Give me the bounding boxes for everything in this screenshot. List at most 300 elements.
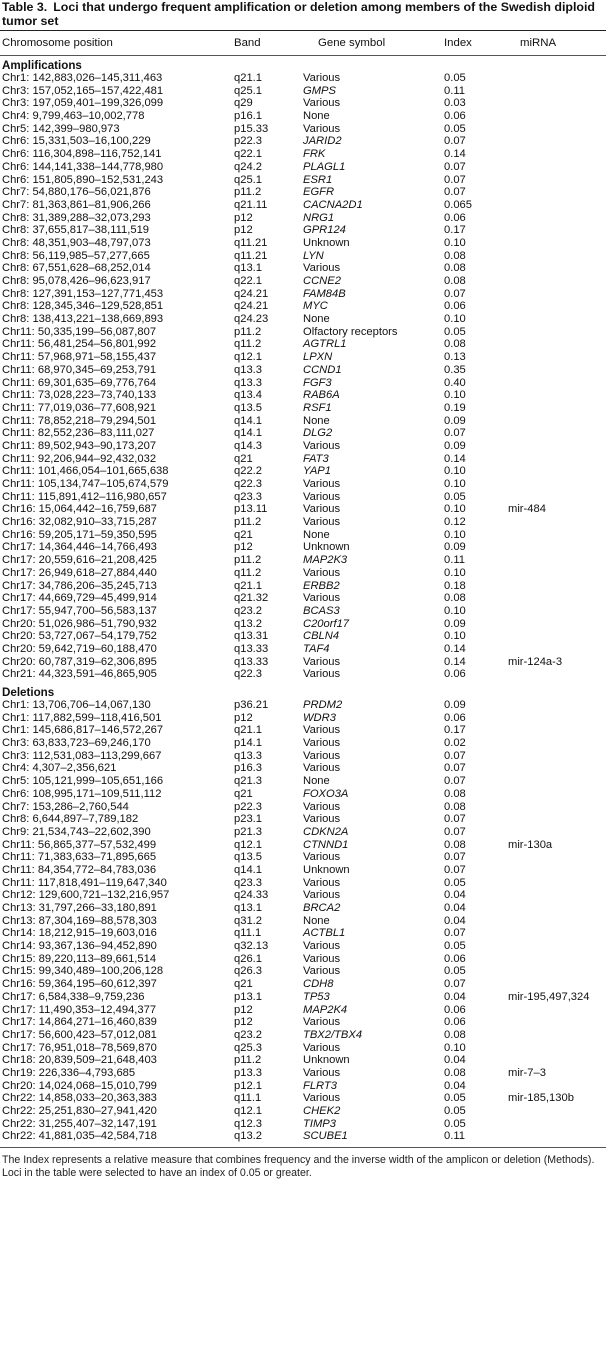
cell-gene-symbol: Various bbox=[303, 478, 341, 490]
cell-index: 0.07 bbox=[444, 813, 466, 826]
header-mirna: miRNA bbox=[520, 37, 557, 49]
cell-index: 0.04 bbox=[444, 902, 466, 914]
cell-gene-symbol: TBX2/TBX4 bbox=[303, 1028, 363, 1041]
cell-index: 0.10 bbox=[444, 465, 466, 478]
cell-chromosome-position: Chr11: 73,028,223–73,740,133 bbox=[2, 389, 157, 402]
cell-gene-symbol: LPXN bbox=[303, 351, 333, 364]
cell-gene-symbol: Various bbox=[303, 1066, 341, 1079]
cell-index: 0.04 bbox=[444, 889, 466, 902]
table-row bbox=[0, 889, 606, 902]
cell-band: q11.21 bbox=[234, 236, 268, 249]
table-row bbox=[0, 712, 606, 725]
cell-index: 0.17 bbox=[444, 724, 466, 737]
cell-index: 0.10 bbox=[444, 566, 466, 579]
table-row bbox=[0, 643, 606, 656]
cell-index: 0.05 bbox=[444, 965, 466, 978]
table-row bbox=[0, 440, 606, 453]
cell-index: 0.08 bbox=[444, 338, 466, 351]
cell-chromosome-position: Chr20: 60,787,319–62,306,895 bbox=[2, 655, 157, 668]
cell-chromosome-position: Chr22: 14,858,033–20,363,383 bbox=[2, 1092, 157, 1105]
cell-band: q21.11 bbox=[234, 198, 268, 211]
table-row bbox=[0, 1130, 606, 1143]
cell-chromosome-position: Chr20: 51,026,986–51,790,932 bbox=[2, 617, 157, 630]
table-row bbox=[0, 1054, 606, 1067]
cell-chromosome-position: Chr11: 68,970,345–69,253,791 bbox=[2, 363, 157, 376]
cell-chromosome-position: Chr16: 59,205,171–59,350,595 bbox=[2, 528, 157, 541]
cell-gene-symbol: MAP2K4 bbox=[303, 1003, 348, 1016]
cell-gene-symbol: Various bbox=[303, 592, 341, 605]
cell-gene-symbol: TAF4 bbox=[303, 642, 330, 655]
cell-index: 0.09 bbox=[444, 414, 466, 427]
cell-band: q13.5 bbox=[234, 401, 262, 414]
cell-index: 0.10 bbox=[444, 313, 466, 326]
cell-index: 0.10 bbox=[444, 528, 466, 541]
cell-index: 0.07 bbox=[444, 775, 466, 788]
cell-band: q13.3 bbox=[234, 363, 262, 376]
table-row bbox=[0, 174, 606, 187]
cell-chromosome-position: Chr11: 82,552,236–83,111,027 bbox=[2, 427, 155, 440]
cell-band: q11.2 bbox=[234, 338, 262, 351]
cell-band: q21 bbox=[234, 978, 253, 991]
table-row bbox=[0, 965, 606, 978]
cell-band: p21.3 bbox=[234, 825, 262, 838]
cell-gene-symbol: Various bbox=[303, 72, 341, 84]
cell-gene-symbol: Unknown bbox=[303, 863, 350, 876]
cell-gene-symbol: Various bbox=[303, 97, 341, 110]
cell-band: q21 bbox=[234, 528, 253, 541]
table-caption: Loci that undergo frequent amplification or deletion among members of the Swedish diploid tumor set bbox=[2, 0, 596, 28]
cell-chromosome-position: Chr8: 95,078,426–96,623,917 bbox=[2, 275, 151, 287]
cell-chromosome-position: Chr11: 77,019,036–77,608,921 bbox=[2, 401, 157, 414]
cell-gene-symbol: YAP1 bbox=[303, 465, 331, 478]
cell-gene-symbol: Various bbox=[303, 1092, 341, 1105]
cell-band: q11.1 bbox=[234, 927, 262, 940]
cell-band: p12 bbox=[234, 711, 253, 724]
cell-band: q21 bbox=[234, 787, 253, 800]
cell-band: q13.33 bbox=[234, 642, 269, 655]
cell-band: q32.13 bbox=[234, 940, 269, 953]
cell-band: q13.2 bbox=[234, 1130, 262, 1143]
cell-chromosome-position: Chr16: 32,082,910–33,715,287 bbox=[2, 516, 157, 529]
cell-gene-symbol: Various bbox=[303, 516, 341, 529]
cell-gene-symbol: Various bbox=[303, 749, 341, 762]
cell-chromosome-position: Chr4: 4,307–2,356,621 bbox=[2, 762, 117, 775]
cell-band: p12 bbox=[234, 1016, 253, 1029]
cell-chromosome-position: Chr12: 129,600,721–132,216,957 bbox=[2, 889, 170, 902]
cell-chromosome-position: Chr11: 84,354,772–84,783,036 bbox=[2, 863, 157, 876]
table-row bbox=[0, 212, 606, 225]
table-row bbox=[0, 313, 606, 326]
cell-chromosome-position: Chr3: 197,059,401–199,326,099 bbox=[2, 97, 164, 110]
cell-chromosome-position: Chr11: 115,891,412–116,980,657 bbox=[2, 490, 167, 503]
table-row bbox=[0, 72, 606, 85]
cell-gene-symbol: Various bbox=[303, 490, 341, 503]
cell-chromosome-position: Chr5: 105,121,999–105,651,166 bbox=[2, 775, 164, 788]
cell-chromosome-position: Chr11: 89,502,943–90,173,207 bbox=[2, 439, 157, 452]
cell-chromosome-position: Chr11: 69,301,635–69,776,764 bbox=[2, 376, 157, 389]
cell-gene-symbol: None bbox=[303, 775, 330, 788]
cell-gene-symbol: RAB6A bbox=[303, 389, 340, 402]
table-row bbox=[0, 199, 606, 212]
cell-chromosome-position: Chr16: 15,064,442–16,759,687 bbox=[2, 503, 157, 516]
cell-index: 0.07 bbox=[444, 160, 466, 173]
cell-chromosome-position: Chr17: 55,947,700–56,583,137 bbox=[2, 604, 157, 617]
section-heading: Amplifications bbox=[2, 59, 82, 72]
cell-band: p36.21 bbox=[234, 699, 269, 711]
cell-index: 0.05 bbox=[444, 940, 466, 953]
cell-index: 0.11 bbox=[444, 1130, 465, 1143]
cell-gene-symbol: CACNA2D1 bbox=[303, 198, 363, 211]
cell-chromosome-position: Chr22: 25,251,830–27,941,420 bbox=[2, 1105, 157, 1117]
table-row bbox=[0, 541, 606, 554]
cell-gene-symbol: TIMP3 bbox=[303, 1117, 336, 1130]
cell-chromosome-position: Chr14: 93,367,136–94,452,890 bbox=[2, 940, 157, 953]
table-row bbox=[0, 877, 606, 890]
table-row bbox=[0, 668, 606, 681]
cell-chromosome-position: Chr8: 6,644,897–7,789,182 bbox=[2, 813, 139, 826]
cell-chromosome-position: Chr11: 101,466,054–101,665,638 bbox=[2, 465, 169, 478]
cell-band: p12.1 bbox=[234, 1079, 262, 1092]
cell-index: 0.08 bbox=[444, 787, 466, 800]
cell-index: 0.10 bbox=[444, 478, 466, 490]
cell-chromosome-position: Chr17: 14,864,271–16,460,839 bbox=[2, 1016, 157, 1029]
cell-gene-symbol: Various bbox=[303, 952, 341, 965]
cell-band: q22.3 bbox=[234, 668, 262, 681]
cell-gene-symbol: FOXO3A bbox=[303, 787, 349, 800]
table-row bbox=[0, 940, 606, 953]
section-spacer bbox=[0, 681, 606, 683]
cell-gene-symbol: CCNE2 bbox=[303, 275, 341, 287]
cell-chromosome-position: Chr3: 112,531,083–113,299,667 bbox=[2, 749, 162, 762]
table-row bbox=[0, 567, 606, 580]
cell-band: q13.2 bbox=[234, 617, 262, 630]
cell-gene-symbol: GPR124 bbox=[303, 224, 346, 237]
cell-chromosome-position: Chr8: 67,551,628–68,252,014 bbox=[2, 262, 151, 275]
table-row bbox=[0, 377, 606, 390]
cell-index: 0.07 bbox=[444, 427, 466, 440]
cell-band: q12.1 bbox=[234, 351, 262, 364]
cell-chromosome-position: Chr19: 226,336–4,793,685 bbox=[2, 1066, 136, 1079]
cell-gene-symbol: None bbox=[303, 914, 330, 927]
cell-band: p11.2 bbox=[234, 554, 262, 567]
cell-index: 0.03 bbox=[444, 97, 466, 110]
table-row bbox=[0, 402, 606, 415]
cell-band: p11.2 bbox=[234, 325, 262, 338]
table-row bbox=[0, 656, 606, 669]
cell-index: 0.13 bbox=[444, 351, 466, 364]
cell-index: 0.12 bbox=[444, 516, 466, 529]
table-label: Table 3. bbox=[2, 0, 48, 14]
cell-index: 0.08 bbox=[444, 249, 466, 262]
header-index: Index bbox=[444, 37, 472, 49]
cell-band: q25.1 bbox=[234, 173, 262, 186]
cell-index: 0.02 bbox=[444, 737, 466, 750]
cell-band: q23.3 bbox=[234, 490, 262, 503]
cell-chromosome-position: Chr7: 54,880,176–56,021,876 bbox=[2, 186, 151, 199]
cell-gene-symbol: BRCA2 bbox=[303, 902, 341, 914]
cell-band: p11.2 bbox=[234, 516, 262, 529]
cell-chromosome-position: Chr8: 37,655,817–38,111,519 bbox=[2, 224, 150, 237]
cell-band: q22.1 bbox=[234, 275, 262, 287]
table-row bbox=[0, 580, 606, 593]
cell-band: q25.1 bbox=[234, 84, 262, 97]
cell-chromosome-position: Chr17: 14,364,446–14,766,493 bbox=[2, 541, 157, 554]
cell-chromosome-position: Chr8: 31,389,288–32,073,293 bbox=[2, 211, 151, 224]
cell-band: q13.31 bbox=[234, 630, 269, 643]
cell-index: 0.10 bbox=[444, 1041, 466, 1054]
cell-band: q22.1 bbox=[234, 148, 262, 161]
table-row bbox=[0, 161, 606, 174]
cell-band: q11.21 bbox=[234, 249, 268, 262]
table-row bbox=[0, 250, 606, 263]
cell-index: 0.19 bbox=[444, 401, 466, 414]
cell-index: 0.06 bbox=[444, 1016, 466, 1029]
cell-gene-symbol: ESR1 bbox=[303, 173, 333, 186]
cell-band: p16.3 bbox=[234, 762, 262, 775]
cell-index: 0.04 bbox=[444, 914, 466, 927]
cell-index: 0.10 bbox=[444, 630, 466, 643]
cell-chromosome-position: Chr7: 153,286–2,760,544 bbox=[2, 800, 129, 813]
cell-band: q14.1 bbox=[234, 427, 262, 440]
cell-mirna: mir-185,130b bbox=[508, 1092, 574, 1105]
cell-index: 0.08 bbox=[444, 275, 466, 287]
cell-chromosome-position: Chr8: 128,345,346–129,528,851 bbox=[2, 300, 164, 313]
cell-band: q13.4 bbox=[234, 389, 262, 402]
cell-band: q14.1 bbox=[234, 863, 262, 876]
cell-chromosome-position: Chr15: 89,220,113–89,661,514 bbox=[2, 952, 157, 965]
cell-chromosome-position: Chr8: 56,119,985–57,277,665 bbox=[2, 249, 150, 262]
cell-gene-symbol: Unknown bbox=[303, 236, 350, 249]
table-row bbox=[0, 503, 606, 516]
table-row bbox=[0, 224, 606, 237]
cell-index: 0.09 bbox=[444, 541, 466, 554]
cell-gene-symbol: MYC bbox=[303, 300, 328, 313]
cell-gene-symbol: CBLN4 bbox=[303, 630, 340, 643]
cell-index: 0.11 bbox=[444, 554, 465, 567]
table-row bbox=[0, 1105, 606, 1118]
cell-index: 0.09 bbox=[444, 699, 466, 711]
table-row bbox=[0, 453, 606, 466]
table-row bbox=[0, 554, 606, 567]
cell-index: 0.08 bbox=[444, 592, 466, 605]
cell-mirna: mir-7–3 bbox=[508, 1066, 546, 1079]
cell-index: 0.06 bbox=[444, 1003, 466, 1016]
cell-index: 0.04 bbox=[444, 1054, 466, 1067]
cell-gene-symbol: JARID2 bbox=[303, 135, 342, 148]
cell-band: p22.3 bbox=[234, 800, 262, 813]
cell-index: 0.05 bbox=[444, 122, 466, 135]
table-row bbox=[0, 427, 606, 440]
cell-chromosome-position: Chr17: 26,949,618–27,884,440 bbox=[2, 566, 157, 579]
cell-band: q21.1 bbox=[234, 72, 262, 84]
cell-index: 0.05 bbox=[444, 490, 466, 503]
cell-band: q29 bbox=[234, 97, 253, 110]
table-row bbox=[0, 491, 606, 504]
table-row bbox=[0, 801, 606, 814]
cell-index: 0.14 bbox=[444, 452, 466, 465]
cell-chromosome-position: Chr16: 59,364,195–60,612,397 bbox=[2, 978, 157, 991]
cell-gene-symbol: NRG1 bbox=[303, 211, 335, 224]
cell-gene-symbol: Various bbox=[303, 940, 341, 953]
cell-index: 0.14 bbox=[444, 642, 466, 655]
cell-band: p11.2 bbox=[234, 1054, 262, 1067]
table-row bbox=[0, 186, 606, 199]
cell-band: q22.2 bbox=[234, 465, 262, 478]
cell-index: 0.06 bbox=[444, 711, 466, 724]
cell-gene-symbol: FLRT3 bbox=[303, 1079, 337, 1092]
table-row bbox=[0, 864, 606, 877]
table-row bbox=[0, 915, 606, 928]
cell-band: q13.3 bbox=[234, 376, 262, 389]
cell-gene-symbol: Various bbox=[303, 889, 341, 902]
cell-gene-symbol: SCUBE1 bbox=[303, 1130, 348, 1143]
cell-index: 0.05 bbox=[444, 1117, 466, 1130]
table-row bbox=[0, 326, 606, 339]
cell-chromosome-position: Chr11: 92,206,944–92,432,032 bbox=[2, 452, 157, 465]
cell-gene-symbol: LYN bbox=[303, 249, 324, 262]
cell-band: q13.1 bbox=[234, 902, 262, 914]
cell-gene-symbol: Various bbox=[303, 122, 341, 135]
cell-index: 0.05 bbox=[444, 72, 466, 84]
cell-band: p15.33 bbox=[234, 122, 269, 135]
cell-chromosome-position: Chr6: 15,331,503–16,100,229 bbox=[2, 135, 151, 148]
table-row bbox=[0, 415, 606, 428]
cell-index: 0.06 bbox=[444, 211, 466, 224]
cell-chromosome-position: Chr11: 57,968,971–58,155,437 bbox=[2, 351, 157, 364]
cell-chromosome-position: Chr6: 144,141,338–144,778,980 bbox=[2, 160, 164, 173]
header-chromosome-position: Chromosome position bbox=[2, 37, 113, 49]
cell-chromosome-position: Chr17: 34,786,206–35,245,713 bbox=[2, 579, 157, 592]
cell-gene-symbol: CHEK2 bbox=[303, 1105, 341, 1117]
cell-chromosome-position: Chr11: 78,852,218–79,294,501 bbox=[2, 414, 157, 427]
cell-gene-symbol: Various bbox=[303, 724, 341, 737]
cell-chromosome-position: Chr6: 108,995,171–109,511,112 bbox=[2, 787, 162, 800]
cell-chromosome-position: Chr3: 157,052,165–157,422,481 bbox=[2, 84, 164, 97]
table-row bbox=[0, 953, 606, 966]
cell-mirna: mir-124a-3 bbox=[508, 655, 563, 668]
cell-band: q24.23 bbox=[234, 313, 269, 326]
cell-gene-symbol: WDR3 bbox=[303, 711, 336, 724]
cell-chromosome-position: Chr8: 48,351,903–48,797,073 bbox=[2, 236, 151, 249]
cell-band: q11.2 bbox=[234, 566, 262, 579]
cell-gene-symbol: PRDM2 bbox=[303, 699, 343, 711]
cell-chromosome-position: Chr15: 99,340,489–100,206,128 bbox=[2, 965, 164, 978]
cell-chromosome-position: Chr11: 105,134,747–105,674,579 bbox=[2, 478, 169, 490]
cell-gene-symbol: CDH8 bbox=[303, 978, 334, 991]
cell-gene-symbol: FAT3 bbox=[303, 452, 329, 465]
table-row bbox=[0, 592, 606, 605]
cell-gene-symbol: FRK bbox=[303, 148, 326, 161]
cell-band: p13.3 bbox=[234, 1066, 262, 1079]
cell-band: q12.3 bbox=[234, 1117, 262, 1130]
cell-index: 0.09 bbox=[444, 617, 466, 630]
cell-index: 0.08 bbox=[444, 800, 466, 813]
table-row bbox=[0, 123, 606, 136]
cell-chromosome-position: Chr4: 9,799,463–10,002,778 bbox=[2, 110, 145, 123]
cell-gene-symbol: Various bbox=[303, 1016, 341, 1029]
cell-band: q13.33 bbox=[234, 655, 269, 668]
cell-chromosome-position: Chr8: 127,391,153–127,771,453 bbox=[2, 287, 164, 300]
table-row bbox=[0, 1004, 606, 1017]
cell-band: q14.1 bbox=[234, 414, 262, 427]
table-row bbox=[0, 737, 606, 750]
cell-chromosome-position: Chr1: 145,686,817–146,572,267 bbox=[2, 724, 164, 737]
cell-chromosome-position: Chr11: 117,818,491–119,647,340 bbox=[2, 876, 167, 889]
cell-band: q25.3 bbox=[234, 1041, 262, 1054]
table-row bbox=[0, 478, 606, 491]
table-row bbox=[0, 465, 606, 478]
cell-chromosome-position: Chr1: 142,883,026–145,311,463 bbox=[2, 72, 163, 84]
table-row bbox=[0, 1080, 606, 1093]
cell-band: p16.1 bbox=[234, 110, 262, 123]
cell-gene-symbol: Various bbox=[303, 800, 341, 813]
table-row bbox=[0, 135, 606, 148]
cell-mirna: mir-195,497,324 bbox=[508, 990, 590, 1003]
cell-index: 0.07 bbox=[444, 186, 466, 199]
cell-band: p12 bbox=[234, 541, 253, 554]
cell-index: 0.08 bbox=[444, 838, 466, 851]
cell-gene-symbol: Various bbox=[303, 1041, 341, 1054]
cell-gene-symbol: Various bbox=[303, 762, 341, 775]
cell-gene-symbol: EGFR bbox=[303, 186, 335, 199]
cell-index: 0.08 bbox=[444, 262, 466, 275]
table-row bbox=[0, 618, 606, 631]
table-row bbox=[0, 630, 606, 643]
table-row bbox=[0, 813, 606, 826]
table-row bbox=[0, 275, 606, 288]
cell-band: q24.33 bbox=[234, 889, 269, 902]
cell-chromosome-position: Chr17: 44,669,729–45,499,914 bbox=[2, 592, 157, 605]
table-row bbox=[0, 724, 606, 737]
table-row bbox=[0, 110, 606, 123]
cell-gene-symbol: Various bbox=[303, 668, 341, 681]
cell-chromosome-position: Chr9: 21,534,743–22,602,390 bbox=[2, 825, 151, 838]
cell-band: q23.2 bbox=[234, 1028, 262, 1041]
cell-chromosome-position: Chr17: 56,600,423–57,012,081 bbox=[2, 1028, 157, 1041]
cell-index: 0.08 bbox=[444, 1028, 466, 1041]
cell-index: 0.40 bbox=[444, 376, 466, 389]
table-row bbox=[0, 699, 606, 712]
cell-gene-symbol: ACTBL1 bbox=[303, 927, 346, 940]
cell-band: q13.5 bbox=[234, 851, 262, 864]
header-gene-symbol: Gene symbol bbox=[318, 37, 386, 49]
cell-gene-symbol: Various bbox=[303, 655, 341, 668]
cell-index: 0.07 bbox=[444, 927, 466, 940]
table-row bbox=[0, 762, 606, 775]
cell-index: 0.07 bbox=[444, 762, 466, 775]
cell-band: p12 bbox=[234, 211, 253, 224]
table-row bbox=[0, 605, 606, 618]
cell-index: 0.35 bbox=[444, 363, 466, 376]
cell-band: q12.1 bbox=[234, 838, 262, 851]
cell-chromosome-position: Chr22: 31,255,407–32,147,191 bbox=[2, 1117, 157, 1130]
cell-band: q24.21 bbox=[234, 287, 269, 300]
cell-index: 0.05 bbox=[444, 876, 466, 889]
cell-band: q26.3 bbox=[234, 965, 262, 978]
cell-chromosome-position: Chr11: 56,481,254–56,801,992 bbox=[2, 338, 157, 351]
cell-chromosome-position: Chr11: 71,383,633–71,895,665 bbox=[2, 851, 157, 864]
cell-band: q26.1 bbox=[234, 952, 262, 965]
table-row bbox=[0, 902, 606, 915]
cell-gene-symbol: Various bbox=[303, 439, 341, 452]
cell-chromosome-position: Chr18: 20,839,509–21,648,403 bbox=[2, 1054, 157, 1067]
table-row bbox=[0, 85, 606, 98]
cell-band: q21 bbox=[234, 452, 253, 465]
cell-chromosome-position: Chr21: 44,323,591–46,865,905 bbox=[2, 668, 157, 681]
cell-index: 0.04 bbox=[444, 990, 466, 1003]
table-row bbox=[0, 351, 606, 364]
cell-chromosome-position: Chr11: 50,335,199–56,087,807 bbox=[2, 325, 157, 338]
